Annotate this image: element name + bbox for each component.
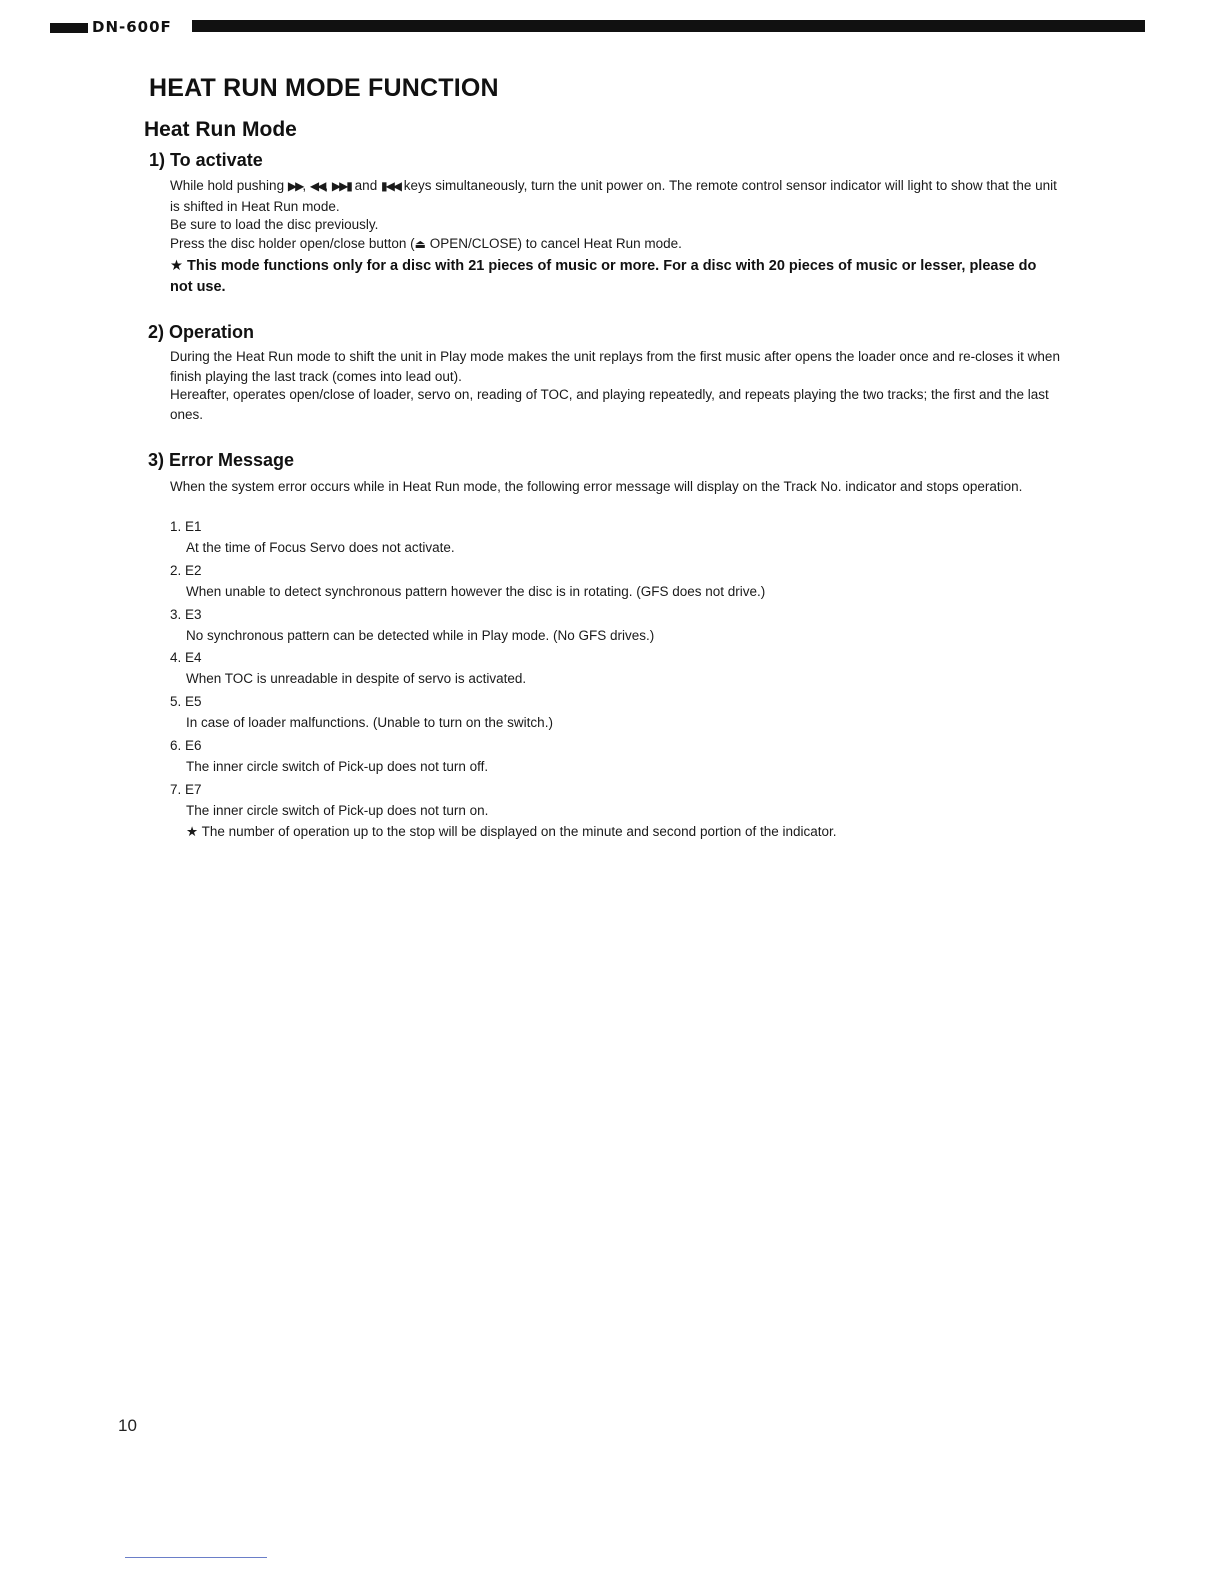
header-bar xyxy=(50,18,1145,34)
error-intro: When the system error occurs while in Heat Run mode, the following error message will display on the Track No. indicator and stops operation. xyxy=(170,479,1023,494)
footer-rule xyxy=(125,1557,267,1558)
error-heading: 3) Error Message xyxy=(148,450,295,470)
skip-next-icon: ▶▶▮ xyxy=(331,179,351,193)
eject-icon: ⏏ xyxy=(414,237,426,251)
error-description: When TOC is unreadable in despite of servo is activated. xyxy=(186,671,527,687)
section-title: Heat Run Mode xyxy=(144,118,297,141)
error-item-e2 xyxy=(170,561,1060,605)
operation-heading: 2) Operation xyxy=(148,322,255,342)
activate-note-text: This mode functions only for a disc with 21 pieces of music or more. For a disc with 20 pieces of music or lesser, please do not use. xyxy=(170,258,1037,295)
error-note xyxy=(186,824,837,840)
model-name: DN-600F xyxy=(92,18,172,36)
error-item-e7 xyxy=(170,780,1060,824)
error-list xyxy=(170,517,1060,824)
error-description: The inner circle switch of Pick-up does not turn off. xyxy=(186,758,489,774)
error-code: 1. E1 xyxy=(170,519,202,534)
error-code: 7. E7 xyxy=(170,781,202,797)
fast-forward-icon: ▶▶ xyxy=(287,179,303,193)
error-code: 5. E5 xyxy=(170,694,202,710)
activate-paragraph-1 xyxy=(170,176,1060,216)
error-item-e6 xyxy=(170,736,1060,780)
error-description: When unable to detect synchronous pattern however the disc is in rotating. (GFS does not drive.) xyxy=(186,583,766,599)
error-code: 4. E4 xyxy=(170,650,202,666)
error-description: In case of loader malfunctions. (Unable to turn on the switch.) xyxy=(186,715,553,731)
activate-paragraph-2: Be sure to load the disc previously. xyxy=(170,217,379,232)
error-code: 2. E2 xyxy=(170,562,202,578)
activate-text-b: keys simultaneously, turn the unit power on. The remote control sensor indicator will light to show that the unit is shifted in Heat Run mode. xyxy=(170,178,1057,214)
activate-paragraph-3 xyxy=(170,234,1060,255)
operation-paragraph-2: Hereafter, operates open/close of loader, servo on, reading of TOC, and playing repeatedly, and repeats playing the two tracks; the first and the last ones. xyxy=(170,387,1049,422)
error-description: At the time of Focus Servo does not activate. xyxy=(186,540,455,555)
error-description: The inner circle switch of Pick-up does not turn on. xyxy=(186,802,489,818)
activate-text-and: and xyxy=(354,178,378,193)
star-icon: ★ xyxy=(186,824,199,839)
error-code: 6. E6 xyxy=(170,737,202,753)
error-item-e5 xyxy=(170,692,1060,736)
activate-text-c: Press the disc holder open/close button ( xyxy=(170,236,415,251)
comma: , xyxy=(324,178,329,193)
activate-note xyxy=(170,256,1060,298)
activate-text-d: OPEN/CLOSE) to cancel Heat Run mode. xyxy=(429,236,682,251)
error-item-e4 xyxy=(170,648,1060,692)
operation-paragraph-1: During the Heat Run mode to shift the unit in Play mode makes the unit replays from the first music after opens the loader once and re-closes it when finish playing the last track (comes into lead out). xyxy=(170,349,1060,384)
skip-previous-icon: ▮◀◀ xyxy=(380,179,401,193)
error-item-e1 xyxy=(170,517,1060,561)
error-description: No synchronous pattern can be detected while in Play mode. (No GFS drives.) xyxy=(186,627,655,643)
activate-heading: 1) To activate xyxy=(149,150,263,170)
header-bar-right-block xyxy=(192,20,1145,32)
page-number: 10 xyxy=(118,1416,137,1435)
error-note-text: The number of operation up to the stop will be displayed on the minute and second portion of the indicator. xyxy=(201,824,837,839)
comma: , xyxy=(302,178,307,193)
star-icon: ★ xyxy=(170,258,183,274)
activate-text-a: While hold pushing xyxy=(170,178,285,193)
error-item-e3 xyxy=(170,605,1060,649)
header-bar-left-block xyxy=(50,23,88,33)
error-code: 3. E3 xyxy=(170,606,202,622)
page-title: HEAT RUN MODE FUNCTION xyxy=(149,74,499,102)
rewind-icon: ◀◀ xyxy=(309,179,325,193)
